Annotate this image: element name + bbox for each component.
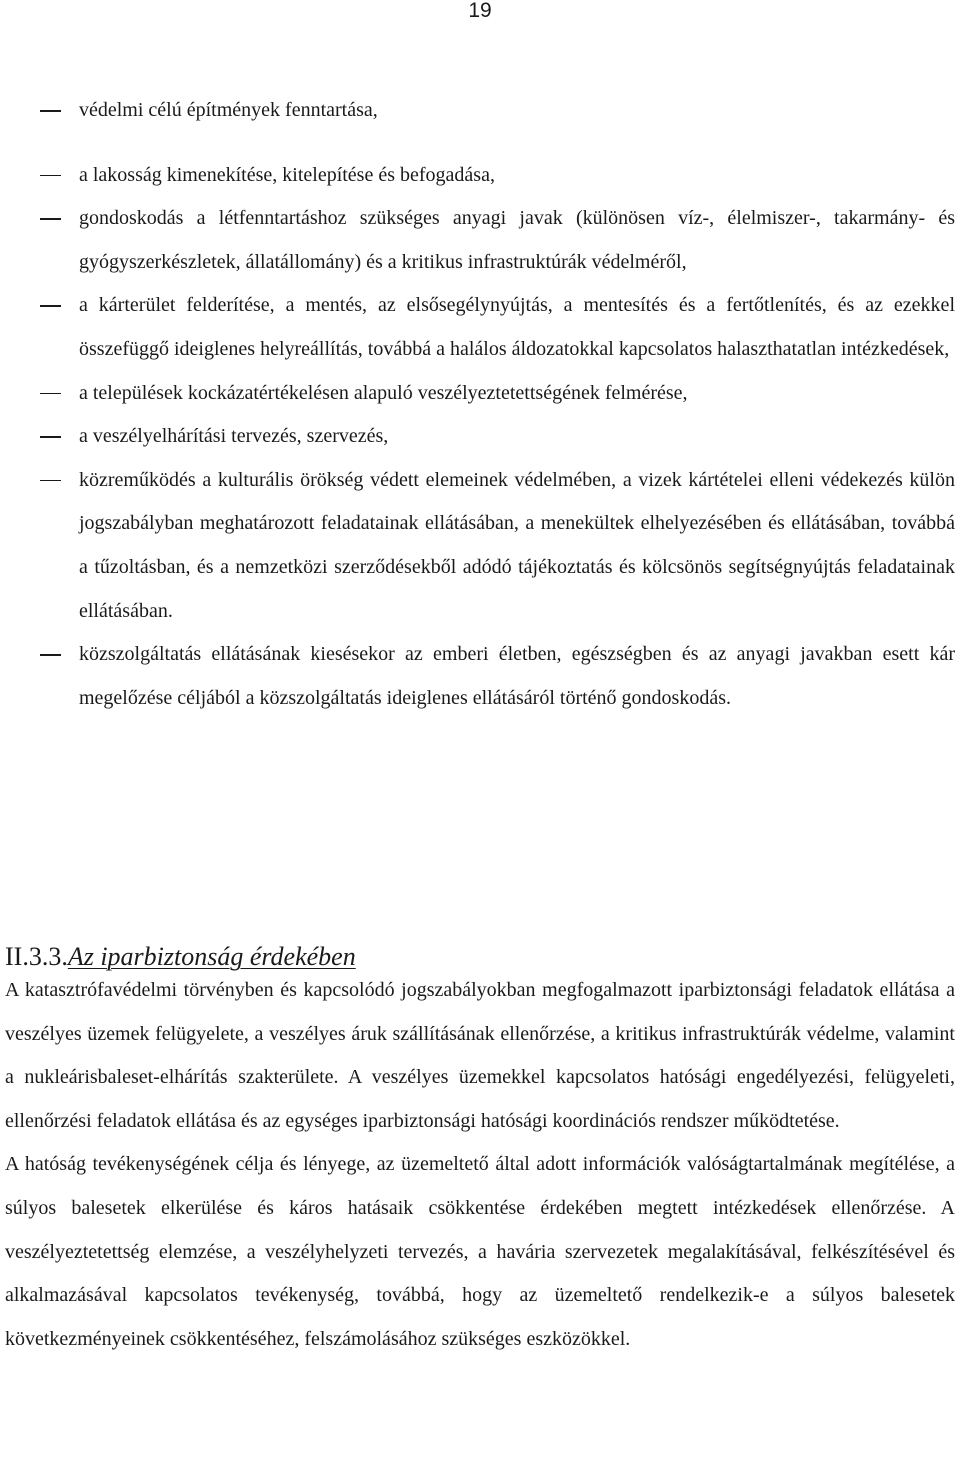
dash-bullet-icon [40,218,61,220]
list-item [0,633,960,720]
list-item-text: gondoskodás a létfenntartáshoz szükséges anyagi javak (különösen víz-, élelmiszer-, takarmány- és gyógyszerkészletek, állatállomány) és a kritikus infrastruktúrák védelméről, [79,207,955,273]
list-item [0,89,960,133]
paragraph: A hatóság tevékenységének célja és lényege, az üzemeltető által adott információk valóságtartalmának megítélése, a súlyos balesetek elkerülése és káros hatásaik csökkentése érdekében megtett intézkedések ellenőrzése. A veszélyeztetettség elemzése, a veszélyhelyzeti tervezés, a havária szervezetek megalakításával, felkészítésével és alkalmazásával kapcsolatos tevékenység, továbbá, hogy az üzemeltető rendelkezik-e a súlyos balesetek következményeinek csökkentéséhez, felszámolásához szükséges eszközökkel. [5,1153,955,1350]
paragraph: A katasztrófavédelmi törvényben és kapcsolódó jogszabályokban megfogalmazott iparbiztonsági feladatok ellátása a veszélyes üzemek felügyelete, a veszélyes áruk szállításának ellenőrzése, a kritikus infrastruktúrák védelme, valamint a nukleárisbaleset-elhárítás szakterülete. A veszélyes üzemekkel kapcsolatos hatósági engedélyezési, felügyeleti, ellenőrzési feladatok ellátása és az egységes iparbiztonsági hatósági koordinációs rendszer működtetése. [5,979,955,1132]
dash-bullet-icon [40,305,61,307]
dash-bullet-icon [40,110,61,112]
list-item [0,154,960,198]
section-title: Az iparbiztonság érdekében [67,942,356,971]
section-number: II.3.3. [5,942,68,971]
list-item-text: közszolgáltatás ellátásának kiesésekor az emberi életben, egészségben és az anyagi javakban esett kár megelőzése céljából a közszolgáltatás ideiglenes ellátásáról történő gondoskodás. [79,643,955,709]
list-item-text: közreműködés a kulturális örökség védett elemeinek védelmében, a vizek kártételei elleni védekezés külön jogszabályban meghatározott feladatainak ellátásában, a menekültek elhelyezésében és ellátásában, továbbá a tűzoltásban, és a nemzetközi szerződésekből adódó tájékoztatás és kölcsönös segítségnyújtás feladatainak ellátásában. [79,468,955,622]
list-item-text: a kárterület felderítése, a mentés, az elsősegélynyújtás, a mentesítés és a fertőtlenítés, és az ezekkel összefüggő ideiglenes helyreállítás, továbbá a halálos áldozatokkal kapcsolatos halaszthatatlan intézkedések, [79,294,955,360]
dash-bullet-icon [40,654,61,656]
dash-bullet-icon [40,436,61,438]
dash-bullet-icon [40,393,61,395]
list-item [0,459,960,633]
list-item-text: a települések kockázatértékelésen alapuló veszélyeztetettségének felmérése, [79,381,688,404]
body-text [5,969,955,1361]
dash-bullet-icon [40,175,61,177]
bullet-list [0,89,960,720]
list-item [0,197,960,284]
list-item [0,284,960,371]
list-item-text: védelmi célú építmények fenntartása, [79,99,378,121]
list-item [0,372,960,416]
dash-bullet-icon [40,480,61,482]
page-number: 19 [468,0,492,22]
list-item [0,415,960,459]
list-item-text: a veszélyelhárítási tervezés, szervezés, [79,425,389,448]
list-item-text: a lakosság kimenekítése, kitelepítése és befogadása, [79,163,495,186]
